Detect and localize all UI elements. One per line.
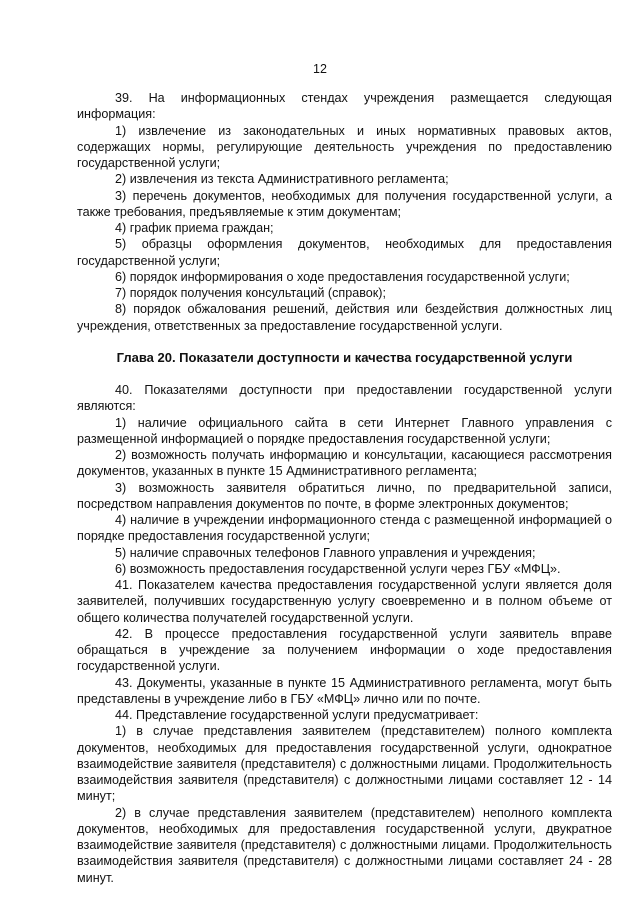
paragraph: 1) извлечение из законодательных и иных нормативных правовых актов, содержащих нормы, регулирующие деятельность учреждения по предоставлению государственной услуги; <box>77 123 612 170</box>
paragraph: 2) в случае представления заявителем (представителем) неполного комплекта документов, необходимых для предоставления государственной услуги, двукратное взаимодействие заявителя (представителя) с должностными лицами. Продолжительность взаимодействия заявителя (представителя) с должностными лицами составляет 24 - 28 минут. <box>77 805 612 885</box>
section-40-44 <box>77 382 612 886</box>
section-39 <box>77 90 612 334</box>
paragraph: 3) возможность заявителя обратиться лично, по предварительной записи, посредством направления документов по почте, в форме электронных документов; <box>77 480 612 511</box>
paragraph: 41. Показателем качества предоставления государственной услуги является доля заявителей, получивших государственную услугу своевременно и в полном объеме от общего количества получателей государственной услуги. <box>77 578 612 625</box>
paragraph: 3) перечень документов, необходимых для получения государственной услуги, а также требования, предъявляемые к этим документам; <box>77 188 612 219</box>
paragraph: 1) наличие официального сайта в сети Интернет Главного управления с размещенной информацией о порядке предоставления государственной услуги; <box>77 415 612 446</box>
paragraph: 2) возможность получать информацию и консультации, касающиеся рассмотрения документов, указанных в пункте 15 Административного регламента; <box>77 448 612 479</box>
paragraph: 40. Показателями доступности при предоставлении государственной услуги являются: <box>77 383 612 414</box>
paragraph: 8) порядок обжалования решений, действия или бездействия должностных лиц учреждения, ответственных за предоставление государственной услуги. <box>77 302 612 333</box>
paragraph: 42. В процессе предоставления государственной услуги заявитель вправе обращаться в учреждение за получением информации о ходе предоставления государственной услуги. <box>77 626 612 674</box>
paragraph: 6) возможность предоставления государственной услуги через ГБУ «МФЦ». <box>115 561 561 576</box>
paragraph: 7) порядок получения консультаций (справок); <box>115 286 386 300</box>
document-body <box>77 90 612 886</box>
paragraph: 5) образцы оформления документов, необходимых для предоставления государственной услуги; <box>77 237 612 268</box>
paragraph: 5) наличие справочных телефонов Главного управления и учреждения; <box>115 545 536 560</box>
paragraph: 39. На информационных стендах учреждения размещается следующая информация: <box>77 91 612 122</box>
paragraph: 4) наличие в учреждении информационного стенда с размещенной информацией о порядке предоставления государственной услуги; <box>77 513 612 544</box>
chapter-heading: Глава 20. Показатели доступности и качества государственной услуги <box>116 349 573 365</box>
paragraph: 43. Документы, указанные в пункте 15 Административного регламента, могут быть представлены в учреждение либо в ГБУ «МФЦ» лично или по почте. <box>77 675 612 706</box>
page-number: 12 <box>313 62 327 76</box>
paragraph: 2) извлечения из текста Административного регламента; <box>115 172 449 187</box>
paragraph: 1) в случае представления заявителем (представителем) полного комплекта документов, необходимых для предоставления государственной услуги, однократное взаимодействие заявителя (представителя) с должностными лицами. Продолжительность взаимодействия заявителя (представителя) с должностными лицами составляет 12 - 14 минут; <box>77 724 612 804</box>
paragraph: 44. Представление государственной услуги предусматривает: <box>115 708 479 722</box>
paragraph: 4) график приема граждан; <box>115 221 274 235</box>
paragraph: 6) порядок информирования о ходе предоставления государственной услуги; <box>115 269 570 284</box>
